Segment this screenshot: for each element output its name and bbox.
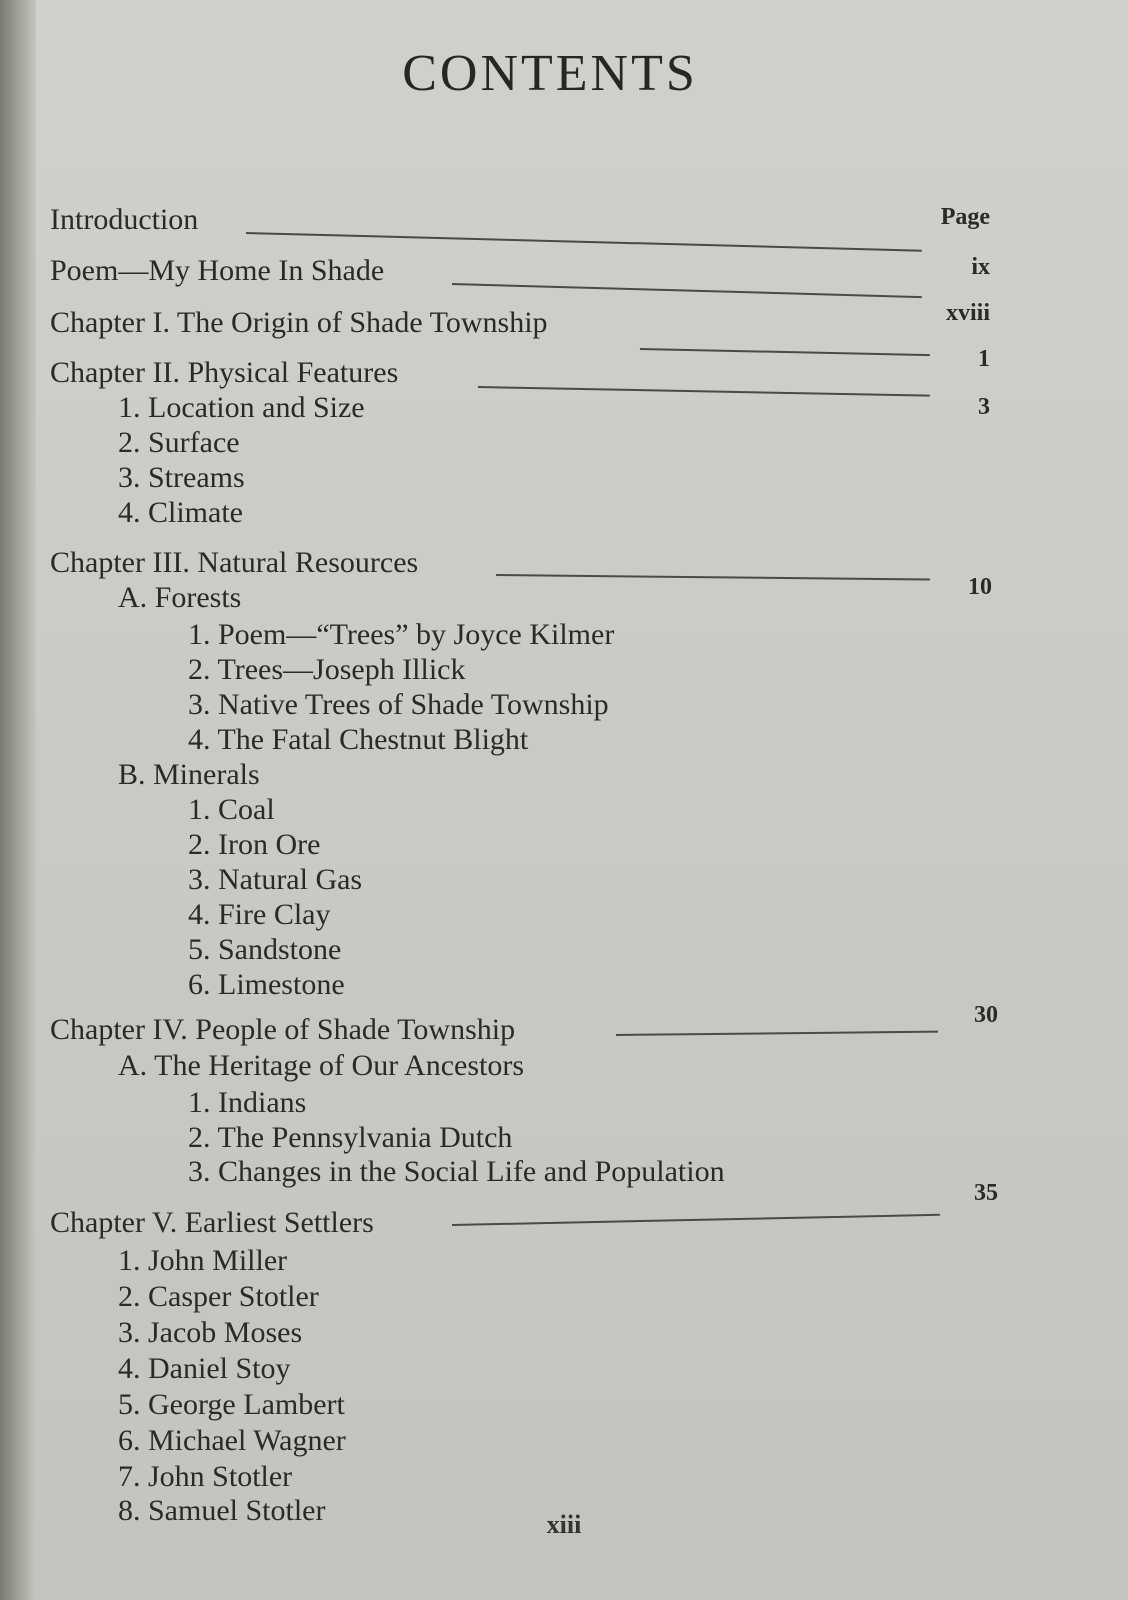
toc-subentry: 3. Natural Gas — [188, 863, 363, 896]
toc-subentry: 6. Michael Wagner — [118, 1424, 346, 1457]
toc-subentry: 2. Trees—Joseph Illick — [188, 653, 466, 686]
toc-section-heading: B. Minerals — [118, 758, 260, 791]
page-number: 1 — [978, 346, 990, 372]
toc-subentry: 1. Coal — [188, 793, 275, 826]
page-number: 3 — [978, 394, 990, 420]
toc-subentry: 3. Native Trees of Shade Township — [188, 688, 609, 721]
toc-subentry: 2. The Pennsylvania Dutch — [188, 1121, 513, 1154]
toc-entry-chapter-4: Chapter IV. People of Shade Township — [50, 1013, 516, 1046]
toc-subentry: 1. John Miller — [118, 1244, 288, 1277]
toc-subentry: 5. George Lambert — [118, 1388, 345, 1421]
toc-entry-poem: Poem—My Home In Shade — [50, 254, 385, 287]
toc-section-heading: A. The Heritage of Our Ancestors — [118, 1049, 524, 1082]
toc-subentry: 1. Poem—“Trees” by Joyce Kilmer — [188, 618, 615, 651]
toc-subentry: 3. Jacob Moses — [118, 1316, 303, 1349]
toc-subentry: 5. Sandstone — [188, 933, 342, 966]
toc-entry-chapter-1: Chapter I. The Origin of Shade Township — [50, 306, 548, 339]
page-number: ix — [971, 254, 990, 280]
toc-subentry: 3. Streams — [118, 461, 245, 494]
toc-subentry: 2. Iron Ore — [188, 828, 321, 861]
toc-subentry: 4. Climate — [118, 496, 243, 529]
page-number: xviii — [945, 300, 990, 326]
page-column-header: Page — [940, 204, 990, 230]
toc-subentry: 6. Limestone — [188, 968, 345, 1001]
book-gutter-shadow — [0, 0, 36, 1600]
page-number: 10 — [968, 574, 992, 600]
page-number: 35 — [974, 1180, 998, 1206]
toc-subentry: 4. The Fatal Chestnut Blight — [188, 723, 529, 756]
toc-entry-chapter-3: Chapter III. Natural Resources — [50, 546, 419, 579]
page-title: CONTENTS — [402, 45, 698, 102]
toc-entry-chapter-2: Chapter II. Physical Features — [50, 356, 399, 389]
toc-entry-introduction: Introduction — [50, 203, 199, 236]
toc-section-heading: A. Forests — [118, 581, 242, 614]
toc-subentry: 2. Casper Stotler — [118, 1280, 319, 1313]
toc-subentry: 4. Daniel Stoy — [118, 1352, 291, 1385]
toc-subentry: 4. Fire Clay — [188, 898, 331, 931]
toc-subentry: 8. Samuel Stotler — [118, 1494, 326, 1527]
toc-subentry: 1. Location and Size — [118, 391, 365, 424]
toc-subentry: 1. Indians — [188, 1086, 307, 1119]
toc-subentry: 3. Changes in the Social Life and Population — [188, 1155, 725, 1188]
toc-subentry: 2. Surface — [118, 426, 240, 459]
page-number: 30 — [974, 1002, 998, 1028]
page-folio-number: xiii — [546, 1510, 582, 1539]
toc-entry-chapter-5: Chapter V. Earliest Settlers — [50, 1206, 374, 1239]
toc-subentry: 7. John Stotler — [118, 1460, 293, 1493]
